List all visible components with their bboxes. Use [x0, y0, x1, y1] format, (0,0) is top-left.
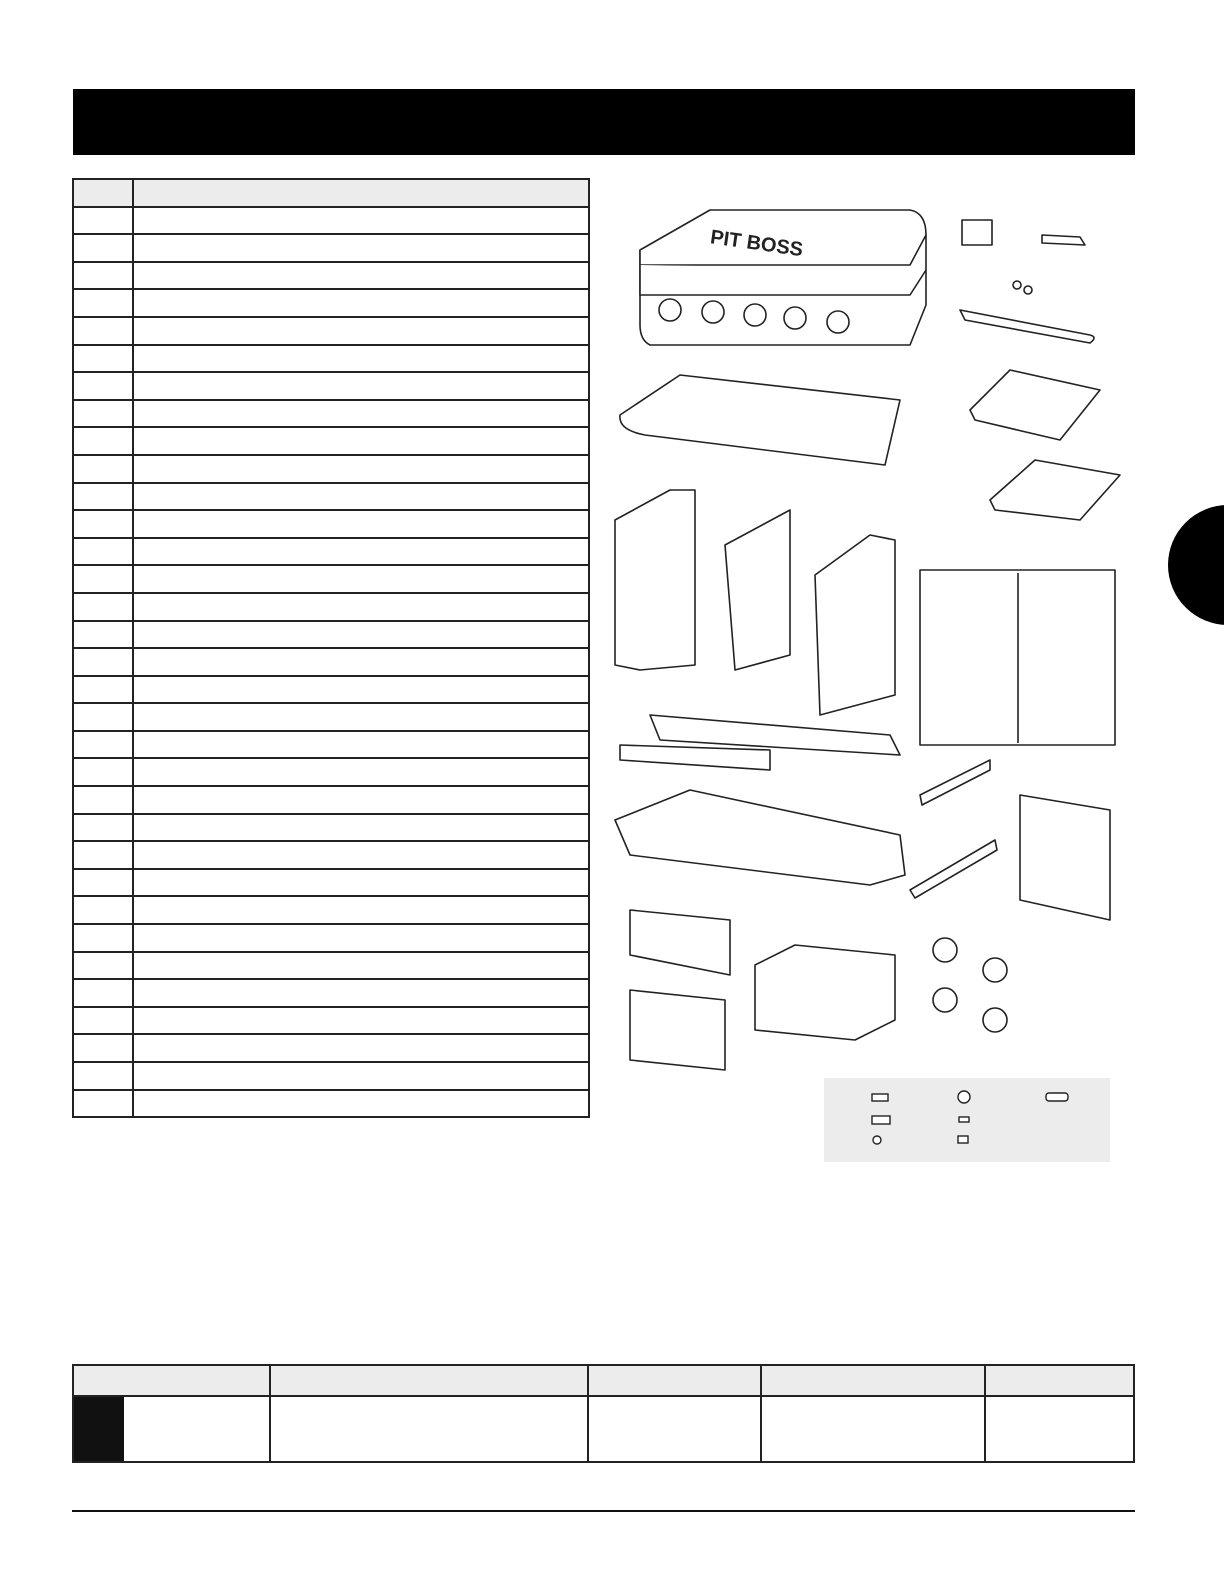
exploded-parts-diagram [610, 195, 1130, 1075]
part-number-cell [73, 814, 133, 842]
caster-wheel-4 [983, 1008, 1007, 1032]
part-number-cell [73, 648, 133, 676]
specs-cell-3 [588, 1396, 761, 1462]
parts-table-row [73, 814, 589, 842]
washer-icon [958, 1091, 970, 1103]
part-number-cell [73, 289, 133, 317]
part-number-cell [73, 400, 133, 428]
specs-cell-1 [73, 1396, 270, 1462]
part-description-cell [133, 317, 589, 345]
specs-col-5 [985, 1365, 1134, 1396]
part-number-cell [73, 924, 133, 952]
drawer-front-upper [630, 910, 730, 975]
specs-data-row [73, 1396, 1134, 1462]
part-number-cell [73, 896, 133, 924]
cabinet-right-panel [815, 535, 895, 715]
parts-table-row [73, 345, 589, 373]
parts-table-row [73, 565, 589, 593]
part-description-cell [133, 372, 589, 400]
part-number-cell [73, 952, 133, 980]
cabinet-left-panel [615, 490, 695, 670]
ring-washer-icon [873, 1136, 881, 1144]
part-number-cell [73, 538, 133, 566]
part-description-cell [133, 289, 589, 317]
part-description-cell [133, 841, 589, 869]
part-number-cell [73, 979, 133, 1007]
specs-table [72, 1364, 1135, 1463]
parts-table-row [73, 731, 589, 759]
nut-part [1013, 281, 1021, 289]
part-number-cell [73, 869, 133, 897]
parts-table-row [73, 593, 589, 621]
parts-table-row [73, 1090, 589, 1118]
drawer-rail [920, 760, 990, 805]
parts-col-description [133, 179, 589, 207]
color-swatch [74, 1397, 124, 1461]
nut-part-2 [1024, 286, 1032, 294]
parts-col-number [73, 179, 133, 207]
long-bolt-icon [872, 1116, 890, 1124]
part-description-cell [133, 565, 589, 593]
base-frame [615, 790, 905, 885]
part-number-cell [73, 427, 133, 455]
specs-col-3 [588, 1365, 761, 1396]
drawer-box [755, 945, 895, 1040]
part-number-cell [73, 786, 133, 814]
specs-col-2 [270, 1365, 588, 1396]
parts-table-row [73, 483, 589, 511]
parts-table-row [73, 289, 589, 317]
part-description-cell [133, 1062, 589, 1090]
part-number-cell [73, 1090, 133, 1118]
part-number-cell [73, 510, 133, 538]
parts-table-row [73, 621, 589, 649]
parts-table-row [73, 676, 589, 704]
part-description-cell [133, 786, 589, 814]
parts-table-row [73, 703, 589, 731]
parts-table-row [73, 924, 589, 952]
parts-table-row [73, 648, 589, 676]
parts-table-row [73, 427, 589, 455]
part-description-cell [133, 207, 589, 235]
hardware-kit-panel [824, 1078, 1110, 1162]
cabinet-door [1020, 795, 1110, 920]
handle-bar [960, 310, 1094, 343]
parts-table-row [73, 952, 589, 980]
caster-wheel [933, 938, 957, 962]
part-number-cell [73, 593, 133, 621]
part-number-cell [73, 372, 133, 400]
cabinet-center-panel [725, 510, 790, 670]
short-screw-icon [959, 1117, 969, 1122]
specs-col-1 [73, 1365, 270, 1396]
part-number-cell [73, 621, 133, 649]
bolt-icon [872, 1094, 888, 1101]
spacer-icon [1046, 1093, 1068, 1101]
side-shelf-lower [990, 460, 1120, 520]
parts-table-row [73, 234, 589, 262]
part-description-cell [133, 952, 589, 980]
parts-table-row [73, 510, 589, 538]
part-description-cell [133, 455, 589, 483]
part-number-cell [73, 207, 133, 235]
part-number-cell [73, 758, 133, 786]
part-number-cell [73, 841, 133, 869]
parts-table-row [73, 841, 589, 869]
part-description-cell [133, 593, 589, 621]
caster-wheel-2 [983, 958, 1007, 982]
part-description-cell [133, 538, 589, 566]
specs-col-4 [761, 1365, 985, 1396]
parts-table-row [73, 400, 589, 428]
parts-table-row [73, 538, 589, 566]
part-description-cell [133, 234, 589, 262]
part-description-cell [133, 345, 589, 373]
part-description-cell [133, 896, 589, 924]
part-description-cell [133, 924, 589, 952]
drawer-front-lower [630, 990, 725, 1070]
bracket-part [962, 220, 992, 245]
parts-table-row [73, 869, 589, 897]
part-description-cell [133, 510, 589, 538]
specs-cell-4 [761, 1396, 985, 1462]
part-number-cell [73, 731, 133, 759]
parts-list-table [72, 178, 590, 1118]
part-description-cell [133, 676, 589, 704]
part-number-cell [73, 1062, 133, 1090]
slide-rail [910, 840, 997, 898]
part-number-cell [73, 1034, 133, 1062]
vent-rail [620, 745, 770, 770]
part-description-cell [133, 1034, 589, 1062]
part-description-cell [133, 758, 589, 786]
part-description-cell [133, 648, 589, 676]
part-number-cell [73, 676, 133, 704]
part-description-cell [133, 869, 589, 897]
specs-header-row [73, 1365, 1134, 1396]
parts-table-row [73, 372, 589, 400]
parts-table-row [73, 896, 589, 924]
part-number-cell [73, 455, 133, 483]
part-description-cell [133, 621, 589, 649]
parts-table-row [73, 1062, 589, 1090]
specs-cell-2 [270, 1396, 588, 1462]
parts-table-row [73, 758, 589, 786]
part-description-cell [133, 1007, 589, 1035]
part-number-cell [73, 345, 133, 373]
parts-table-row [73, 1034, 589, 1062]
footer-rule [72, 1510, 1135, 1512]
parts-table-row [73, 262, 589, 290]
part-description-cell [133, 1090, 589, 1118]
section-header-bar [73, 89, 1135, 155]
parts-table-row [73, 979, 589, 1007]
part-number-cell [73, 317, 133, 345]
parts-table-row [73, 1007, 589, 1035]
chapter-tab [1168, 505, 1224, 625]
caster-wheel-3 [933, 988, 957, 1012]
griddle-plate [620, 375, 900, 465]
part-number-cell [73, 703, 133, 731]
part-description-cell [133, 400, 589, 428]
part-description-cell [133, 483, 589, 511]
parts-table-row [73, 786, 589, 814]
part-description-cell [133, 703, 589, 731]
part-number-cell [73, 565, 133, 593]
part-description-cell [133, 427, 589, 455]
part-number-cell [73, 262, 133, 290]
parts-table-row [73, 317, 589, 345]
clip-part [1042, 235, 1085, 245]
part-description-cell [133, 814, 589, 842]
part-description-cell [133, 731, 589, 759]
part-number-cell [73, 483, 133, 511]
parts-table-row [73, 207, 589, 235]
part-description-cell [133, 262, 589, 290]
flat-screw-icon [958, 1136, 968, 1143]
part-number-cell [73, 234, 133, 262]
parts-table-row [73, 455, 589, 483]
griddle-hood [640, 210, 926, 345]
side-shelf-upper [970, 370, 1100, 440]
part-description-cell [133, 979, 589, 1007]
part-number-cell [73, 1007, 133, 1035]
specs-cell-5 [985, 1396, 1134, 1462]
parts-table-header [73, 179, 589, 207]
hood-brand-text: PIT BOSS [708, 226, 805, 262]
